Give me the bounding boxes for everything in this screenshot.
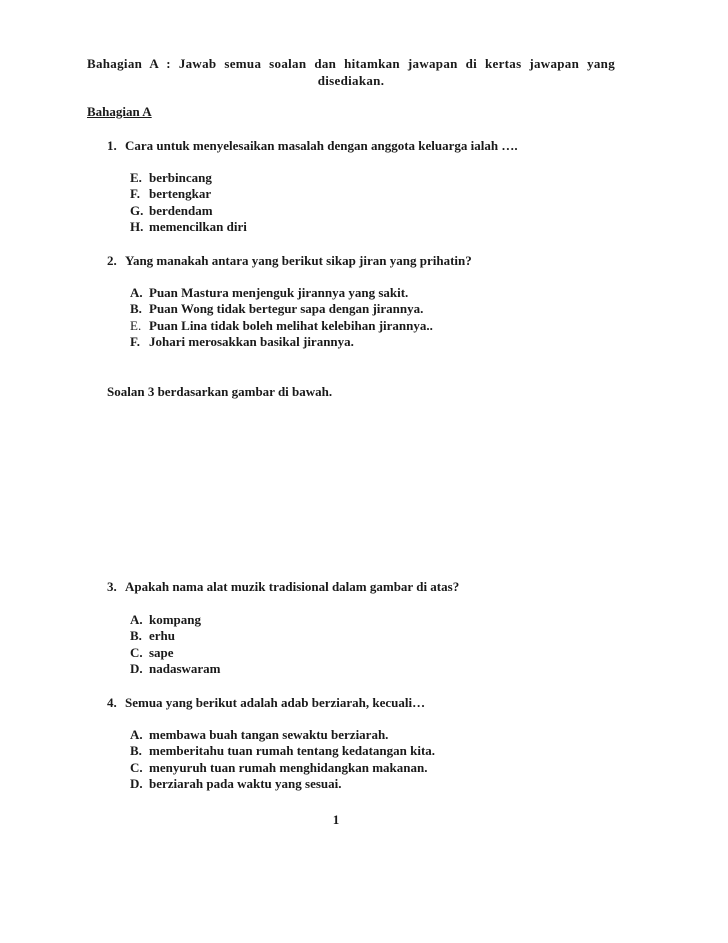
option-letter: H. — [130, 219, 144, 234]
option-text: berbincang — [149, 170, 212, 185]
question-text: Semua yang berikut adalah adab berziarah, kecuali… — [125, 695, 426, 710]
question-text: Yang manakah antara yang berikut sikap jiran yang prihatin? — [125, 253, 472, 268]
option — [130, 760, 428, 776]
option-text: kompang — [149, 612, 202, 627]
figure-placeholder — [107, 410, 607, 570]
option-letter: F. — [130, 186, 140, 201]
option-text: nadaswaram — [149, 661, 221, 676]
question-stem — [107, 695, 425, 711]
option — [130, 318, 433, 334]
option-text: Puan Mastura menjenguk jirannya yang sakit. — [149, 285, 409, 300]
option-letter: C. — [130, 645, 143, 660]
option-letter: E. — [130, 318, 142, 333]
option-text: bertengkar — [149, 186, 212, 201]
option-letter: A. — [130, 285, 143, 300]
option-letter: E. — [130, 170, 142, 185]
option-letter: A. — [130, 727, 143, 742]
option — [130, 776, 342, 792]
option-text: sape — [149, 645, 174, 660]
option — [130, 334, 354, 350]
option — [130, 186, 211, 202]
option — [130, 727, 388, 743]
question-stem — [107, 138, 518, 154]
question-number: 1. — [107, 138, 117, 153]
instruction-line-1: Bahagian A : Jawab semua soalan dan hitamkan jawapan di kertas jawapan yang — [87, 56, 615, 71]
option-text: erhu — [149, 628, 175, 643]
option-text: memencilkan diri — [149, 219, 247, 234]
option-text: membawa buah tangan sewaktu berziarah. — [149, 727, 389, 742]
option-letter: B. — [130, 743, 142, 758]
option — [130, 219, 247, 235]
option-letter: C. — [130, 760, 143, 775]
option-letter: D. — [130, 776, 143, 791]
option — [130, 301, 423, 317]
option-text: Johari merosakkan basikal jirannya. — [149, 334, 354, 349]
question-number: 3. — [107, 579, 117, 594]
option-text: berdendam — [149, 203, 213, 218]
instruction-line-2: disediakan. — [317, 73, 385, 88]
option-text: berziarah pada waktu yang sesuai. — [149, 776, 342, 791]
option — [130, 628, 175, 644]
option-letter: B. — [130, 628, 142, 643]
option-letter: A. — [130, 612, 143, 627]
option — [130, 612, 201, 628]
option-letter: B. — [130, 301, 142, 316]
option — [130, 203, 213, 219]
option-letter: D. — [130, 661, 143, 676]
option — [130, 645, 174, 661]
question-number: 2. — [107, 253, 117, 268]
option — [130, 743, 435, 759]
option — [130, 285, 408, 301]
question-number: 4. — [107, 695, 117, 710]
option-letter: F. — [130, 334, 140, 349]
page-number: 1 — [332, 812, 340, 827]
option-text: Puan Lina tidak boleh melihat kelebihan jirannya.. — [149, 318, 433, 333]
question-stem — [107, 579, 459, 595]
option-text: memberitahu tuan rumah tentang kedatangan kita. — [149, 743, 436, 758]
question-text: Apakah nama alat muzik tradisional dalam gambar di atas? — [125, 579, 460, 594]
option-letter: G. — [130, 203, 144, 218]
option — [130, 661, 221, 677]
option-text: menyuruh tuan rumah menghidangkan makanan. — [149, 760, 428, 775]
option — [130, 170, 212, 186]
soalan-3-intro: Soalan 3 berdasarkan gambar di bawah. — [107, 384, 333, 399]
question-text: Cara untuk menyelesaikan masalah dengan anggota keluarga ialah …. — [125, 138, 518, 153]
question-stem — [107, 253, 472, 269]
option-text: Puan Wong tidak bertegur sapa dengan jirannya. — [149, 301, 424, 316]
section-title: Bahagian A — [87, 104, 152, 119]
